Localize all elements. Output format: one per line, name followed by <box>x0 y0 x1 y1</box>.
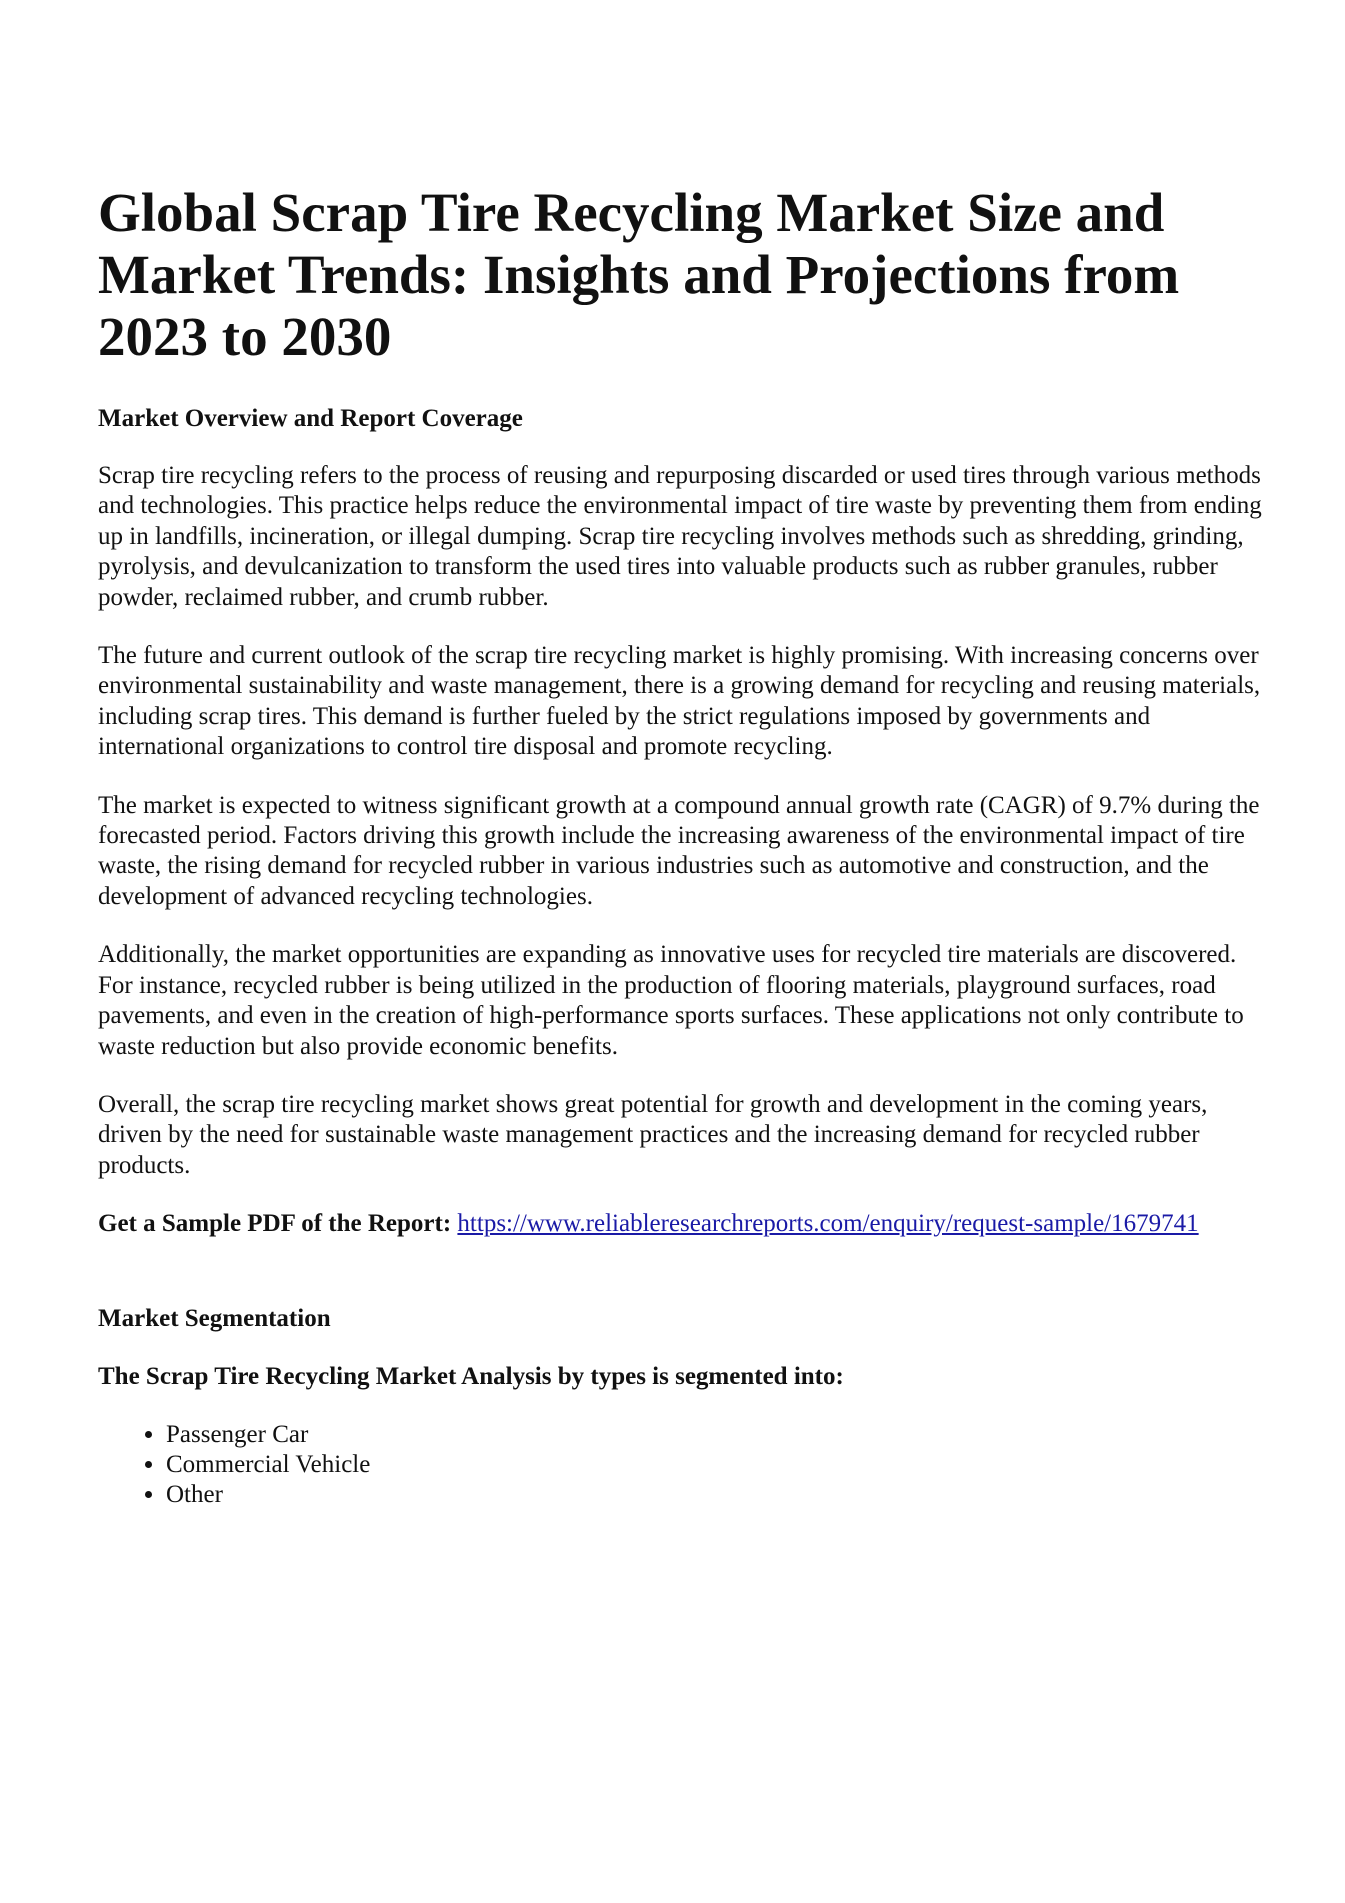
overview-heading: Market Overview and Report Coverage <box>98 405 523 432</box>
paragraph-outlook: The future and current outlook of the scrap tire recycling market is highly promising. With increasing concerns over environmental sustainability and waste management, there is a growing demand for recycling and reusing materials, including scrap tires. This demand is further fueled by the strict regulations imposed by governments and international organizations to control tire disposal and promote recycling. <box>98 642 1261 761</box>
page-title <box>98 182 1263 368</box>
title-line-2: Market Trends: Insights and Projections from <box>98 244 1180 305</box>
sample-label: Get a Sample PDF of the Report: <box>98 1210 452 1238</box>
list-item: • Passenger Car <box>166 1420 1263 1450</box>
paragraph-opportunities: Additionally, the market opportunities are expanding as innovative uses for recycled tire materials are discovered. For instance, recycled rubber is being utilized in the production of flooring materials, playground surfaces, road pavements, and even in the creation of high-performance sports surfaces. These applications not only contribute to waste reduction but also provide economic benefits. <box>98 941 1244 1060</box>
list-item: • Commercial Vehicle <box>166 1450 1263 1480</box>
title-line-3: 2023 to 2030 <box>98 306 392 367</box>
types-list <box>98 1420 1263 1511</box>
title-line-1: Global Scrap Tire Recycling Market Size and <box>98 182 1165 243</box>
sample-report-link[interactable]: https://www.reliableresearchreports.com/enquiry/request-sample/1679741 <box>457 1210 1199 1238</box>
segmentation-heading: Market Segmentation <box>98 1304 331 1332</box>
section-spacer <box>98 1240 1263 1304</box>
paragraph-growth: The market is expected to witness significant growth at a compound annual growth rate (CAGR) of 9.7% during the forecasted period. Factors driving this growth include the increasing awareness of the environmental impact of tire waste, the rising demand for recycled rubber in various industries such as automotive and construction, and the development of advanced recycling technologies. <box>98 791 1260 910</box>
document-page <box>98 182 1263 1511</box>
paragraph-overall: Overall, the scrap tire recycling market shows great potential for growth and development in the coming years, driven by the need for sustainable waste management practices and the increasing demand for recycled rubber products. <box>98 1090 1208 1179</box>
types-heading: The Scrap Tire Recycling Market Analysis by types is segmented into: <box>98 1362 844 1390</box>
list-item: • Other <box>166 1480 1263 1510</box>
sample-request <box>98 1209 1263 1239</box>
paragraph-definition: Scrap tire recycling refers to the process of reusing and repurposing discarded or used tires through various methods and technologies. This practice helps reduce the environmental impact of tire waste by preventing them from ending up in landfills, incineration, or illegal dumping. Scrap tire recycling involves methods such as shredding, grinding, pyrolysis, and devulcanization to transform the used tires into valuable products such as rubber granules, rubber powder, reclaimed rubber, and crumb rubber. <box>98 462 1262 611</box>
